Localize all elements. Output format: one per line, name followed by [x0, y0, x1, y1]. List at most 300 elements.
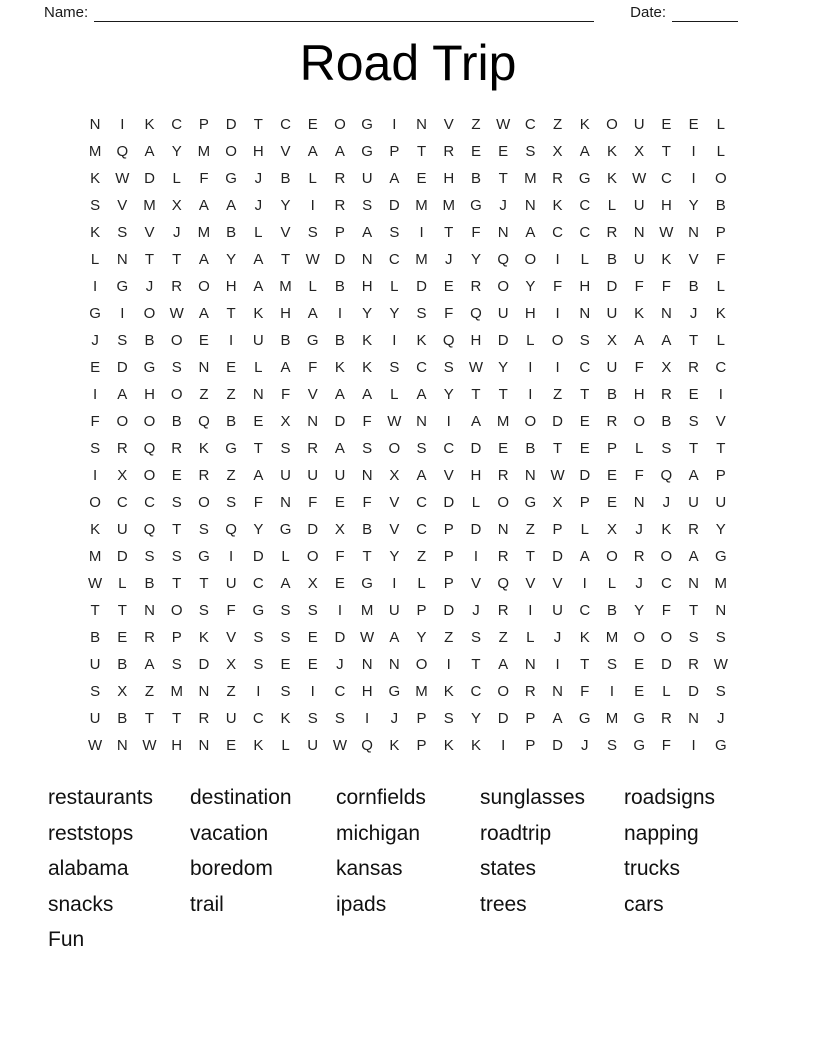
grid-letter: N: [524, 467, 536, 484]
grid-letter: H: [252, 143, 264, 160]
grid-letter: E: [334, 575, 345, 592]
grid-letter: D: [579, 467, 591, 484]
grid-row: [82, 219, 735, 246]
grid-letter: Z: [525, 521, 535, 538]
grid-letter: L: [118, 575, 127, 592]
grid-letter: S: [307, 224, 318, 241]
grid-letter: F: [308, 494, 318, 511]
grid-letter: X: [334, 521, 345, 538]
grid-letter: Y: [171, 143, 182, 160]
grid-letter: C: [552, 224, 563, 241]
grid-letter: S: [606, 737, 617, 754]
grid-letter: F: [552, 278, 563, 295]
grid-letter: J: [172, 224, 181, 241]
grid-letter: T: [716, 440, 726, 457]
grid-letter: S: [90, 197, 101, 214]
word-list-item: cornfields: [336, 786, 426, 809]
grid-letter: M: [88, 548, 102, 565]
grid-letter: Z: [199, 386, 209, 403]
grid-letter: I: [93, 386, 98, 403]
grid-letter: K: [661, 521, 672, 538]
grid-letter: D: [334, 413, 346, 430]
grid-letter: E: [334, 494, 345, 511]
grid-row: [82, 570, 735, 597]
grid-letter: P: [389, 143, 400, 160]
grid-letter: R: [497, 467, 509, 484]
grid-letter: S: [280, 629, 291, 646]
word-list-item: michigan: [336, 821, 421, 845]
grid-letter: I: [93, 278, 98, 295]
grid-letter: I: [337, 602, 343, 619]
grid-letter: A: [470, 413, 481, 430]
grid-letter: I: [609, 683, 615, 700]
word-list-item: napping: [624, 821, 699, 845]
grid-letter: V: [144, 224, 155, 241]
grid-letter: E: [579, 413, 590, 430]
grid-letter: I: [718, 386, 723, 403]
grid-letter: S: [416, 440, 427, 457]
grid-letter: B: [280, 332, 291, 349]
word-list-item: trucks: [624, 857, 681, 880]
word-list-item: cars: [624, 892, 664, 916]
grid-letter: X: [307, 575, 318, 592]
grid-letter: Q: [143, 440, 156, 457]
grid-letter: X: [606, 332, 617, 349]
grid-letter: F: [661, 602, 671, 619]
grid-letter: M: [360, 602, 374, 619]
grid-letter: U: [715, 494, 727, 511]
grid-letter: U: [334, 467, 346, 484]
grid-row: [82, 381, 735, 408]
grid-letter: U: [606, 305, 618, 322]
grid-letter: L: [254, 224, 263, 241]
grid-letter: F: [226, 602, 236, 619]
grid-letter: O: [497, 683, 509, 700]
grid-letter: P: [198, 116, 209, 133]
grid-letter: F: [199, 170, 209, 187]
grid-letter: H: [470, 467, 482, 484]
grid-letter: Q: [116, 143, 129, 160]
grid-letter: S: [198, 521, 209, 538]
grid-letter: K: [253, 305, 264, 322]
word-list-column: [480, 780, 624, 958]
grid-letter: L: [607, 197, 617, 214]
grid-letter: C: [579, 602, 591, 619]
grid-letter: E: [688, 116, 699, 133]
grid-letter: K: [198, 440, 209, 457]
grid-letter: Y: [688, 197, 699, 214]
grid-letter: Q: [198, 413, 210, 430]
grid-letter: J: [553, 629, 562, 646]
word-list: [48, 780, 816, 958]
grid-letter: E: [443, 278, 454, 295]
grid-letter: C: [252, 710, 264, 727]
grid-letter: A: [389, 629, 400, 646]
grid-letter: X: [661, 359, 672, 376]
grid-letter: R: [606, 224, 618, 241]
grid-letter: Z: [471, 116, 481, 133]
grid-letter: N: [552, 683, 563, 700]
grid-letter: H: [361, 683, 373, 700]
grid-row: [82, 111, 735, 138]
grid-letter: B: [144, 575, 155, 592]
grid-letter: I: [120, 305, 125, 322]
grid-letter: L: [390, 386, 399, 403]
grid-letter: X: [280, 413, 291, 430]
grid-letter: P: [171, 629, 182, 646]
grid-letter: B: [362, 521, 373, 538]
grid-letter: S: [253, 629, 264, 646]
grid-letter: I: [691, 170, 696, 187]
grid-letter: O: [116, 413, 129, 430]
grid-letter: W: [360, 629, 375, 646]
grid-letter: D: [225, 116, 237, 133]
grid-letter: D: [470, 440, 482, 457]
grid-letter: M: [496, 413, 510, 430]
grid-letter: B: [117, 656, 128, 673]
grid-letter: C: [579, 224, 591, 241]
grid-letter: Z: [226, 467, 236, 484]
grid-letter: T: [117, 602, 127, 619]
grid-row: [82, 435, 735, 462]
grid-letter: V: [688, 251, 699, 268]
grid-letter: G: [361, 575, 373, 592]
grid-letter: D: [116, 548, 128, 565]
grid-letter: J: [499, 197, 507, 214]
grid-letter: C: [116, 494, 128, 511]
grid-letter: I: [392, 116, 397, 133]
grid-letter: L: [526, 629, 535, 646]
grid-letter: B: [606, 602, 617, 619]
grid-letter: E: [498, 440, 509, 457]
grid-letter: T: [172, 251, 182, 268]
grid-letter: I: [473, 548, 479, 565]
grid-letter: Q: [497, 575, 509, 592]
grid-letter: T: [90, 602, 100, 619]
grid-letter: B: [226, 224, 237, 241]
grid-letter: D: [497, 710, 509, 727]
grid-letter: S: [715, 683, 726, 700]
grid-letter: O: [415, 656, 428, 673]
grid-letter: S: [307, 710, 318, 727]
grid-letter: P: [443, 521, 454, 538]
grid-letter: N: [416, 116, 427, 133]
grid-letter: U: [307, 737, 319, 754]
grid-letter: J: [444, 251, 453, 268]
grid-letter: V: [280, 143, 291, 160]
grid-letter: U: [633, 116, 645, 133]
grid-letter: I: [392, 332, 397, 349]
grid-letter: K: [443, 683, 454, 700]
word-list-item: destination: [190, 786, 292, 809]
grid-letter: K: [362, 332, 373, 349]
grid-letter: M: [714, 575, 728, 592]
grid-letter: A: [416, 386, 427, 403]
grid-letter: S: [117, 332, 128, 349]
grid-letter: T: [144, 710, 155, 727]
grid-letter: O: [143, 413, 156, 430]
grid-letter: E: [171, 467, 182, 484]
grid-letter: T: [498, 386, 508, 403]
grid-letter: I: [555, 305, 560, 322]
grid-letter: C: [144, 494, 155, 511]
grid-letter: F: [580, 683, 590, 700]
grid-letter: C: [252, 575, 264, 592]
grid-letter: U: [361, 170, 373, 187]
grid-letter: T: [144, 251, 155, 268]
grid-letter: P: [606, 440, 617, 457]
grid-letter: B: [470, 170, 481, 187]
grid-letter: S: [579, 332, 590, 349]
grid-letter: S: [117, 224, 128, 241]
grid-letter: B: [606, 251, 617, 268]
grid-letter: W: [305, 251, 320, 268]
grid-letter: H: [280, 305, 291, 322]
grid-letter: D: [416, 278, 427, 295]
grid-letter: D: [688, 683, 699, 700]
grid-letter: O: [143, 467, 156, 484]
grid-letter: O: [524, 413, 537, 430]
grid-letter: J: [472, 602, 480, 619]
grid-letter: U: [116, 521, 128, 538]
grid-letter: U: [225, 575, 237, 592]
grid-letter: R: [633, 548, 645, 565]
grid-letter: H: [171, 737, 183, 754]
grid-letter: A: [634, 332, 645, 349]
grid-letter: S: [362, 440, 373, 457]
grid-letter: L: [281, 737, 290, 754]
grid-letter: F: [280, 386, 291, 403]
grid-letter: A: [307, 305, 318, 322]
grid-letter: B: [171, 413, 182, 430]
grid-letter: U: [497, 305, 509, 322]
grid-letter: Q: [660, 467, 673, 484]
grid-letter: V: [389, 521, 400, 538]
grid-letter: A: [688, 467, 699, 484]
grid-letter: V: [117, 197, 128, 214]
grid-letter: C: [470, 683, 482, 700]
grid-letter: Y: [498, 359, 509, 376]
grid-letter: W: [468, 359, 484, 376]
grid-letter: E: [579, 440, 590, 457]
grid-letter: Q: [470, 305, 482, 322]
grid-letter: F: [634, 278, 644, 295]
grid-letter: J: [254, 197, 263, 214]
grid-letter: U: [552, 602, 563, 619]
page-title: Road Trip: [299, 35, 517, 91]
grid-letter: X: [171, 197, 182, 214]
grid-letter: I: [256, 683, 261, 700]
grid-letter: N: [361, 656, 373, 673]
grid-row: [82, 354, 735, 381]
grid-letter: L: [607, 575, 617, 592]
grid-letter: I: [555, 656, 560, 673]
grid-letter: E: [498, 143, 509, 160]
grid-letter: W: [142, 737, 157, 754]
grid-letter: I: [582, 575, 587, 592]
grid-letter: U: [89, 656, 101, 673]
grid-letter: B: [226, 413, 237, 430]
grid-letter: A: [498, 656, 509, 673]
grid-letter: G: [578, 710, 591, 727]
grid-letter: F: [335, 548, 345, 565]
grid-letter: U: [89, 710, 101, 727]
grid-letter: T: [688, 440, 699, 457]
grid-letter: G: [116, 278, 129, 295]
word-list-item: trees: [480, 892, 527, 916]
grid-letter: E: [307, 656, 318, 673]
word-list-item: ipads: [336, 892, 387, 916]
word-list-item: states: [480, 857, 537, 880]
grid-letter: H: [579, 278, 591, 295]
grid-letter: K: [715, 305, 726, 322]
grid-letter: M: [415, 683, 428, 700]
grid-letter: H: [443, 170, 455, 187]
grid-letter: Y: [280, 197, 291, 214]
grid-letter: S: [606, 656, 617, 673]
grid-letter: M: [415, 251, 428, 268]
grid-letter: O: [198, 278, 210, 295]
grid-letter: N: [89, 116, 101, 133]
grid-letter: R: [198, 710, 210, 727]
grid-letter: R: [497, 602, 509, 619]
grid-letter: E: [688, 386, 699, 403]
grid-letter: W: [88, 575, 103, 592]
grid-letter: S: [443, 710, 454, 727]
grid-letter: K: [579, 629, 590, 646]
grid-letter: R: [688, 521, 699, 538]
grid-letter: A: [362, 386, 373, 403]
grid-letter: K: [606, 170, 617, 187]
grid-letter: O: [551, 332, 564, 349]
grid-letter: D: [606, 278, 618, 295]
grid-letter: O: [660, 629, 673, 646]
grid-letter: K: [144, 116, 155, 133]
grid-letter: T: [661, 143, 671, 160]
grid-row: [82, 516, 735, 543]
grid-letter: O: [524, 251, 537, 268]
grid-letter: B: [280, 170, 291, 187]
grid-letter: P: [443, 575, 454, 592]
grid-letter: S: [389, 359, 400, 376]
grid-letter: S: [280, 440, 291, 457]
grid-letter: H: [633, 386, 645, 403]
grid-letter: N: [116, 251, 128, 268]
grid-letter: A: [334, 386, 345, 403]
grid-letter: M: [605, 629, 619, 646]
grid-letter: D: [307, 521, 319, 538]
grid-letter: R: [334, 197, 346, 214]
grid-letter: Q: [225, 521, 237, 538]
grid-row: [82, 651, 735, 678]
grid-letter: O: [388, 440, 401, 457]
name-field: [44, 4, 594, 22]
grid-letter: D: [198, 656, 210, 673]
grid-letter: N: [497, 224, 509, 241]
grid-letter: R: [524, 683, 536, 700]
grid-letter: K: [661, 251, 672, 268]
grid-letter: B: [117, 710, 128, 727]
grid-letter: W: [332, 737, 348, 754]
grid-letter: K: [280, 710, 291, 727]
grid-letter: N: [633, 494, 645, 511]
grid-letter: U: [633, 251, 645, 268]
name-blank-line: [94, 7, 594, 22]
grid-letter: S: [90, 683, 101, 700]
grid-letter: F: [444, 305, 454, 322]
grid-letter: S: [443, 359, 454, 376]
grid-letter: A: [661, 332, 672, 349]
grid-letter: D: [388, 197, 400, 214]
grid-letter: K: [606, 143, 617, 160]
grid-letter: E: [226, 737, 237, 754]
grid-letter: J: [390, 710, 399, 727]
date-field: [630, 4, 738, 22]
grid-letter: J: [336, 656, 344, 673]
grid-letter: I: [528, 386, 533, 403]
word-list-item: reststops: [48, 821, 134, 845]
grid-letter: K: [362, 359, 373, 376]
grid-letter: S: [688, 413, 699, 430]
grid-letter: E: [606, 467, 617, 484]
grid-row: [82, 138, 735, 165]
name-label: Name:: [44, 4, 89, 21]
grid-letter: Y: [226, 251, 237, 268]
grid-letter: K: [579, 116, 590, 133]
grid-row: [82, 246, 735, 273]
grid-letter: E: [634, 656, 645, 673]
grid-letter: B: [606, 386, 617, 403]
grid-letter: N: [497, 521, 509, 538]
grid-letter: I: [365, 710, 370, 727]
grid-letter: T: [444, 224, 454, 241]
word-list-item: boredom: [190, 857, 273, 880]
grid-letter: M: [143, 197, 156, 214]
grid-letter: L: [716, 116, 725, 133]
grid-letter: X: [634, 143, 645, 160]
grid-letter: S: [171, 656, 182, 673]
grid-letter: S: [362, 197, 373, 214]
grid-letter: Y: [389, 548, 400, 565]
grid-letter: D: [443, 602, 455, 619]
grid-letter: O: [89, 494, 101, 511]
grid-letter: F: [634, 467, 644, 484]
grid-row: [82, 273, 735, 300]
grid-letter: A: [280, 359, 291, 376]
grid-letter: N: [579, 305, 591, 322]
grid-letter: F: [362, 413, 372, 430]
grid-letter: Z: [226, 683, 236, 700]
grid-row: [82, 489, 735, 516]
grid-letter: D: [552, 737, 563, 754]
grid-letter: R: [334, 170, 346, 187]
grid-letter: B: [688, 278, 699, 295]
grid-letter: R: [660, 710, 672, 727]
grid-letter: Z: [552, 386, 563, 403]
grid-letter: K: [90, 224, 101, 241]
grid-letter: N: [116, 737, 128, 754]
grid-letter: E: [226, 359, 237, 376]
grid-letter: K: [416, 332, 427, 349]
grid-letter: W: [632, 170, 647, 187]
grid-letter: V: [470, 575, 481, 592]
grid-letter: S: [688, 629, 699, 646]
grid-letter: V: [389, 494, 400, 511]
grid-letter: B: [144, 332, 155, 349]
grid-letter: L: [390, 278, 399, 295]
grid-letter: G: [388, 683, 401, 700]
word-list-item: snacks: [48, 892, 114, 916]
